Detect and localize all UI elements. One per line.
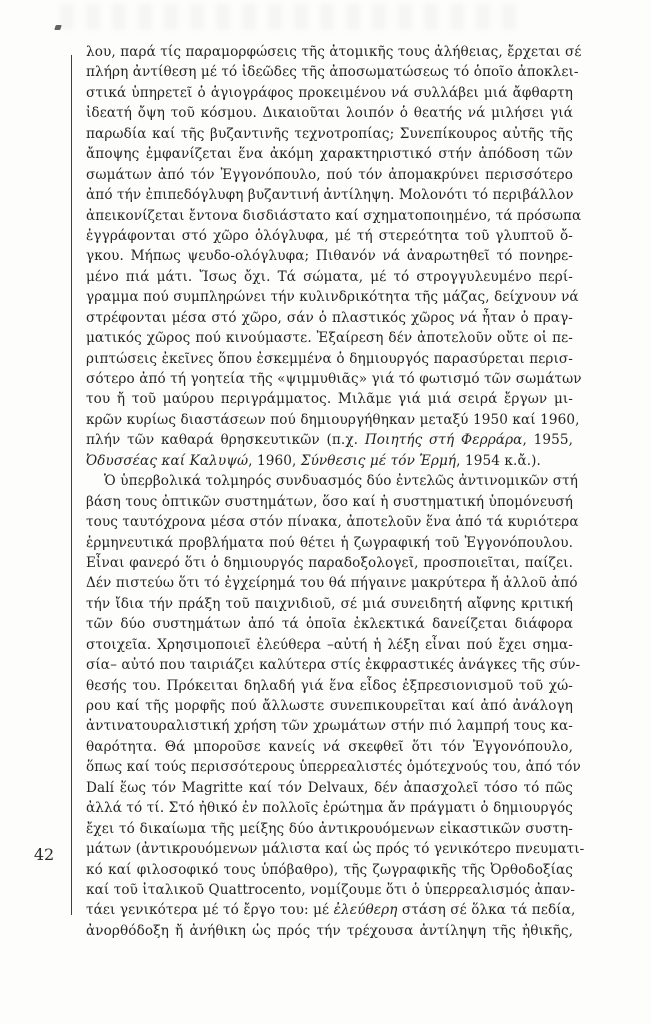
text-segment: ἀπεικονίζεται ἔντονα δισδιάστατο καί σχηματοποιημένο, τά πρόσωπα xyxy=(86,207,582,224)
text-line xyxy=(86,267,573,287)
text-segment: γκου. Μήπως ψευδο-ολόγλυφα; Πιθανόν νά ἀναρωτηθεῖ τό πονηρε- xyxy=(86,248,573,265)
text-segment: ἀνορθόδοξη ἤ ἀνήθικη ὡς πρός τήν τρέχουσα ἀντίληψη τῆς ἠθικῆς, xyxy=(86,922,573,939)
text-line xyxy=(86,655,581,675)
text-segment: Δέν πιστεύω ὅτι τό ἐγχείρημά του θά πήγαινε μακρύτερα ἤ ἀλλοῦ ἀπό xyxy=(86,575,578,592)
text-segment: , 1960, xyxy=(248,452,301,469)
text-segment: θεσής του. Πρόκειται δηλαδή γιά ἕνα εἶδος ἐξπρεσιονισμοῦ τοῦ χώ- xyxy=(86,677,573,694)
text-line xyxy=(86,573,578,593)
text-line xyxy=(86,512,579,532)
text-line xyxy=(86,328,573,348)
page-text-block xyxy=(86,42,585,941)
text-segment: τους ταυτόχρονα μέσα στόν πίνακα, ἀποτελοῦν ἕνα ἀπό τά κυριότερα xyxy=(86,514,579,531)
text-segment: βάση τους ὀπτικῶν συστημάτων, ὅσο καί ἡ συστηματική ὑπομόνευσή xyxy=(86,493,573,510)
text-line xyxy=(86,165,573,185)
text-line xyxy=(86,287,579,307)
text-line xyxy=(86,471,579,491)
text-line xyxy=(86,533,573,553)
text-line xyxy=(86,103,573,123)
text-line xyxy=(86,594,573,614)
text-segment: του ἤ τοῦ μαύρου περιγράμματος. Μιλᾶμε γιά μιά σειρά ἔργων μι- xyxy=(86,391,573,408)
text-segment: τήν ἴδια τήν πράξη τοῦ παιχνιδιοῦ, σέ μιά συνειδητή αἴφνης κριτική xyxy=(86,595,573,612)
text-line xyxy=(86,757,581,777)
text-segment: λου, παρά τίς παραμορφώσεις τῆς ἀτομικῆς τους ἀλήθειας, ἔρχεται σέ xyxy=(86,44,582,60)
text-segment: σότερο ἀπό τή γοητεία τῆς «ψιμμυθιᾶς» γιά τό φωτισμό τῶν σωμάτων xyxy=(86,371,582,387)
text-segment: ἀλλά τό τί. Στό ἠθικό ἐν πολλοῖς ἐρώτημα ἄν πράγματι ὁ δημιουργός xyxy=(86,800,573,817)
text-segment: , 1955, xyxy=(522,432,574,449)
text-line xyxy=(86,62,579,82)
text-line xyxy=(86,900,576,920)
text-line xyxy=(86,553,573,573)
italic-title-segment: ἐλεύθερη xyxy=(333,902,398,919)
text-line xyxy=(86,737,573,757)
text-line xyxy=(86,42,582,62)
text-segment: ἔχει τό δικαίωμα τῆς μείξης δύο ἀντικρουόμενων εἰκαστικῶν συστη- xyxy=(86,820,573,837)
text-segment: καί τοῦ ἰταλικοῦ Quattrocento, νομίζουμε ὅτι ὁ ὑπερρεαλισμός ἀπαν- xyxy=(86,881,576,898)
text-line xyxy=(86,860,573,880)
text-line xyxy=(86,451,573,471)
italic-title-segment: Ὀδυσσέας καί Καλυψώ xyxy=(86,452,249,469)
text-segment: ἄποψης ἐμφανίζεται ἕνα ἀκόμη χαρακτηριστικό στήν ἀπόδοση τῶν xyxy=(86,146,573,163)
text-segment: μένο πιά μάτι. Ἴσως ὄχι. Τά σώματα, μέ τό στρογγυλευμένο περί- xyxy=(86,268,573,285)
text-line xyxy=(86,716,573,736)
page-showthrough-ghosting xyxy=(60,4,520,30)
text-segment: στάση σέ ὅλκα τά πεδία, xyxy=(397,902,576,919)
text-segment: ἰδεατή ὄψη τοῦ κόσμου. Δικαιοῦται λοιπόν ὁ θεατής νά μιλήσει γιά xyxy=(86,105,573,122)
text-line xyxy=(86,185,573,205)
text-line xyxy=(86,839,585,859)
text-segment: μάτων (ἀντικρουόμενων μάλιστα καί ὡς πρός τό γενικότερο πνευματι- xyxy=(86,841,585,858)
text-segment: στρέφονται μέσα στό χῶρο, σάν ὁ πλαστικός χῶρος νά ἦταν ὁ πραγ- xyxy=(86,309,573,326)
text-line xyxy=(86,349,573,369)
text-segment: τῶν δύο συστημάτων ἀπό τά ὁποῖα ἐκλεκτικά δανείζεται διάφορα xyxy=(86,616,573,633)
text-line xyxy=(86,492,573,512)
text-segment: ὅπως καί τούς περισσότερους ὑπερρεαλιστές ὁμότεχνούς του, ἀπό τόν xyxy=(86,759,581,776)
text-line xyxy=(86,614,573,634)
text-line xyxy=(86,246,573,266)
text-line xyxy=(86,819,573,839)
italic-title-segment: Ποιητής στή Φερράρα xyxy=(364,432,523,449)
text-segment: θαρότητα. Θά μποροῦσε κανείς νά σκεφθεῖ ὅτι τόν Ἐγγονόπουλο, xyxy=(86,738,573,755)
text-segment: κρῶν κυρίως διαστάσεων πού δημιουργήθηκαν μεταξύ 1950 καί 1960, xyxy=(86,411,580,428)
text-segment: , 1954 κ.ἄ.). xyxy=(456,452,541,469)
text-segment: παρωδία καί τῆς βυζαντινῆς τεχνοτροπίας; Συνεπίκουρος αὐτῆς τῆς xyxy=(86,125,573,142)
text-segment: στικά ὑπηρετεῖ ὁ ἁγιογράφος προκειμένου νά συλλάβει μιά ἄφθαρτη xyxy=(86,84,573,101)
text-segment: ρου καί τῆς μορφῆς πού ἄλλωστε συνεπικουρεῖται καί ἀπό ἀνάλογη xyxy=(86,698,573,714)
text-line xyxy=(86,226,573,246)
text-line xyxy=(86,369,582,389)
text-segment: στοιχεῖα. Χρησιμοποιεῖ ἐλεύθερα –αὐτή ἡ λέξη εἶναι πού ἔχει σημα- xyxy=(86,636,573,653)
text-segment: ἑρμηνευτικά προβλήματα πού θέτει ἡ ζωγραφική τοῦ Ἐγγονόπουλου. xyxy=(86,534,573,551)
text-segment: ἀντινατουραλιστική χρήση τῶν χρωμάτων στήν πιό λαμπρή τους κα- xyxy=(86,718,573,735)
text-segment: σωμάτων ἀπό τόν Ἐγγονόπουλο, πού τόν ἀπομακρύνει περισσότερο xyxy=(86,166,573,183)
text-line xyxy=(86,921,573,941)
page-number: 42 xyxy=(33,845,55,864)
text-line xyxy=(86,778,573,798)
text-segment: σία– αὐτό που ταιριάζει καλύτερα στίς ἐκφραστικές ἀνάγκες τῆς σύν- xyxy=(86,657,581,674)
text-segment: τάει γενικότερα μέ τό ἔργο του: μέ xyxy=(86,902,334,919)
text-segment: πλήρη ἀντίθεση μέ τό ἰδεῶδες τῆς ἀποσωματώσεως τό ὁποῖο ἀποκλει- xyxy=(86,64,579,81)
text-line xyxy=(86,635,573,655)
text-segment: ἐγγράφονται στό χῶρο ὁλόγλυφα, μέ τή στερεότητα τοῦ γλυπτοῦ ὄ- xyxy=(86,227,573,244)
text-line xyxy=(86,144,573,164)
text-line xyxy=(86,308,573,328)
text-line xyxy=(86,696,573,716)
text-segment: ριπτώσεις ἐκεῖνες ὅπου ἐσκεμμένα ὁ δημιουργός παρασύρεται περισ- xyxy=(86,350,573,367)
text-line xyxy=(86,83,573,103)
text-line xyxy=(86,410,580,430)
italic-title-segment: Σύνθεσις μέ τόν Ἑρμή xyxy=(300,452,457,469)
text-line xyxy=(86,430,573,450)
text-line xyxy=(86,389,573,409)
text-segment: Dalí ἕως τόν Magritte καί τόν Delvaux, δέν ἀπασχολεῖ τόσο τό πῶς xyxy=(86,779,573,796)
text-line xyxy=(86,798,573,818)
text-line xyxy=(86,676,573,696)
text-line xyxy=(86,880,576,900)
text-segment: ματικός χῶρος πού κινούμαστε. Ἐξαίρεση δέν ἀποτελοῦν οὔτε οἱ πε- xyxy=(86,330,573,347)
text-segment: πλήν τῶν καθαρά θρησκευτικῶν (π.χ. xyxy=(86,432,365,449)
text-segment: Ὁ ὑπερβολικά τολμηρός συνδυασμός δύο ἐντελῶς ἀντινομικῶν στή xyxy=(104,473,579,490)
text-segment: γραμμα πού συμπληρώνει τήν κυλινδρικότητα τῆς μάζας, δείχνουν νά xyxy=(86,289,579,306)
text-segment: Εἶναι φανερό ὅτι ὁ δημιουργός παραδοξολογεῖ, προσποιεῖται, παίζει. xyxy=(86,554,573,571)
text-segment: ἀπό τήν ἐπιπεδόγλυφη βυζαντινή ἀντίληψη. Μολονότι τό περιβάλλον xyxy=(86,187,574,204)
text-segment: κό καί φιλοσοφικό τους ὑπόβαθρο), τῆς ζωγραφικῆς τῆς Ὀρθοδοξίας xyxy=(86,861,573,878)
text-line xyxy=(86,124,573,144)
text-line xyxy=(86,206,582,226)
margin-rule xyxy=(71,55,72,915)
